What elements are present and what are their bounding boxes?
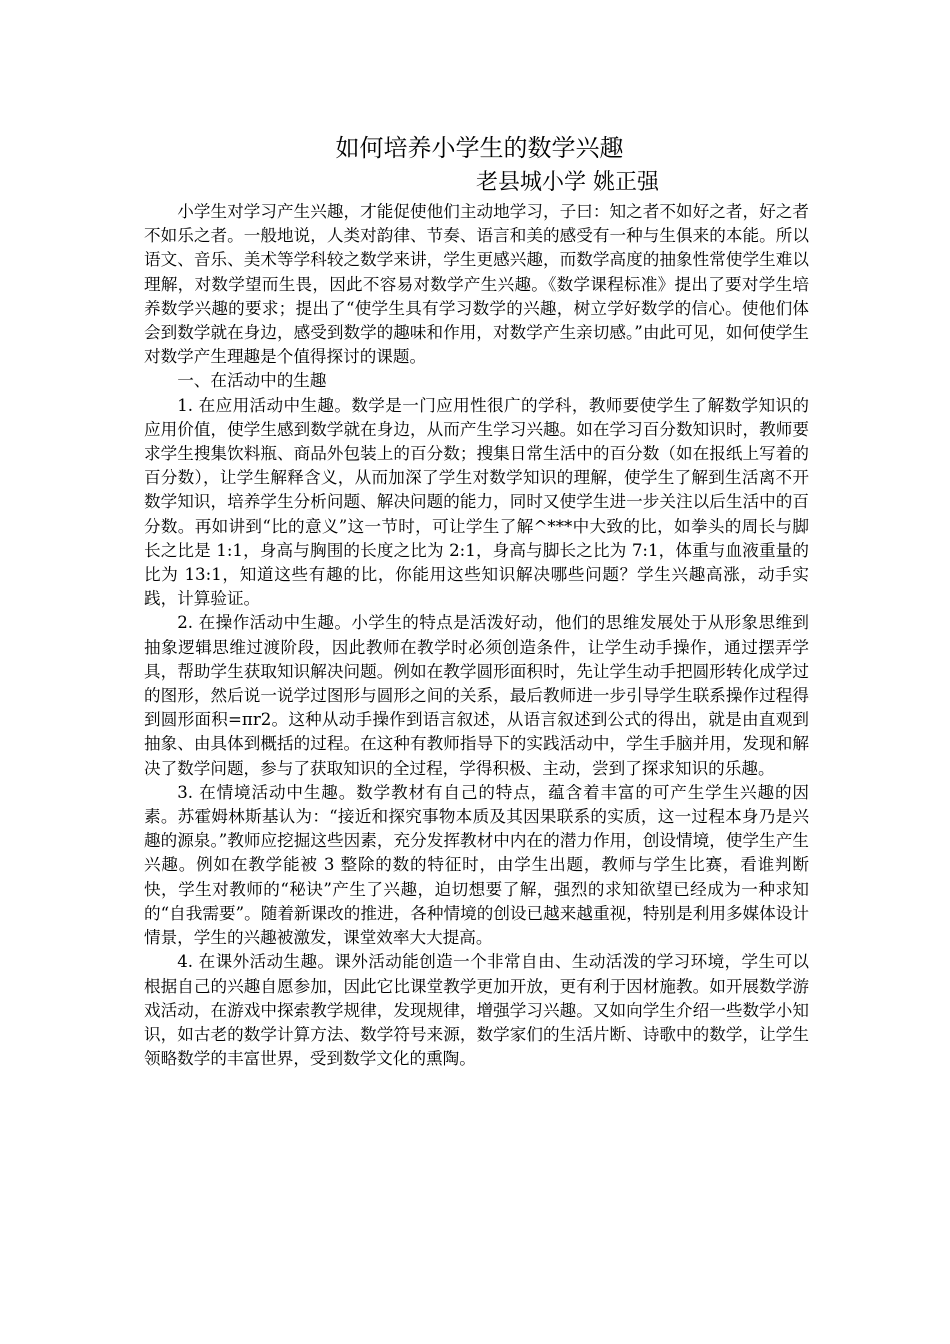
paragraph-extracurricular: 4. 在课外活动生趣。课外活动能创造一个非常自由、生动活泼的学习环境，学生可以根据自己的兴趣自愿参加，因此它比课堂教学更加开放，更有利于因材施教。如开展数学游戏活动，在游戏中探索教学规律，发现规律，增强学习兴趣。又如向学生介绍一些数学小知识，如古老的数学计算方法、数学符号来源，数学家们的生活片断、诗歌中的数学，让学生领略数学的丰富世界，受到数学文化的熏陶。 (144, 952, 809, 1069)
document-page (144, 130, 809, 1071)
document-title: 如何培养小学生的数学兴趣 (335, 134, 624, 162)
paragraph-operation: 2. 在操作活动中生趣。小学生的特点是活泼好动，他们的思维发展处于从形象思维到抽象逻辑思维过渡阶段，因此教师在教学时必须创造条件，让学生动手操作，通过摆弄学具，帮助学生获取知识解决问题。例如在教学圆形面积时，先让学生动手把圆形转化成学过的图形，然后说一说学过图形与圆形之间的关系，最后教师进一步引导学生联系操作过程得到圆形面积=πr2。这种从动手操作到语言叙述，从语言叙述到公式的得出，就是由直观到抽象、由具体到概括的过程。在这种有教师指导下的实践活动中，学生手脑并用，发现和解决了数学问题，参与了获取知识的全过程，学得积极、主动，尝到了探求知识的乐趣。 (144, 613, 809, 778)
document-author: 老县城小学 姚正强 (476, 170, 659, 195)
paragraph-situation: 3. 在情境活动中生趣。数学教材有自己的特点，蕴含着丰富的可产生学生兴趣的因素。苏霍姆林斯基认为：“接近和探究事物本质及其因果联系的实质，这一过程本身乃是兴趣的源泉。”教师应挖掘这些因素，充分发挥教材中内在的潜力作用，创设情境，使学生产生兴趣。例如在教学能被 3 整除的数的特征时，由学生出题，教师与学生比赛，看谁判断快，学生对教师的“秘诀”产生了兴趣，迫切想要了解，强烈的求知欲望已经成为一种求知的“自我需要”。随着新课改的推进，各种情境的创设已越来越重视，特别是利用多媒体设计情景，学生的兴趣被激发，课堂效率大大提高。 (144, 782, 809, 948)
section-heading: 一、在活动中的生趣 (177, 371, 327, 391)
paragraph-intro: 小学生对学习产生兴趣，才能促使他们主动地学习，子曰：知之者不如好之者，好之者不如乐之者。一般地说，人类对韵律、节奏、语言和美的感受有一种与生俱来的本能。所以语文、音乐、美术等学科较之数学来讲，学生更感兴趣，而数学高度的抽象性常使学生难以理解，对数学望而生畏，因此不容易对数学产生兴趣。《数学课程标准》提出了要对学生培养数学兴趣的要求；提出了“使学生具有学习数学的兴趣，树立学好数学的信心。使他们体会到数学就在身边，感受到数学的趣味和作用，对数学产生亲切感。”由此可见，如何使学生对数学产生理趣是个值得探讨的课题。 (144, 202, 809, 367)
paragraph-application: 1. 在应用活动中生趣。数学是一门应用性很广的学科，教师要使学生了解数学知识的应用价值，使学生感到数学就在身边，从而产生学习兴趣。如在学习百分数知识时，教师要求学生搜集饮料瓶、商品外包装上的百分数；搜集日常生活中的百分数（如在报纸上写着的百分数），让学生解释含义，从而加深了学生对数学知识的理解，使学生了解到生活离不开数学知识，培养学生分析问题、解决问题的能力，同时又使学生进一步关注以后生活中的百分数。再如讲到“比的意义”这一节时，可让学生了解^***中大致的比，如拳头的周长与脚长之比是 1:1，身高与胸围的长度之比为 2:1，身高与脚长之比为 7:1，体重与血液重量的比为 13:1，知道这些有趣的比，你能用这些知识解决哪些问题？学生兴趣高涨，动手实践，计算验证。 (144, 395, 809, 609)
